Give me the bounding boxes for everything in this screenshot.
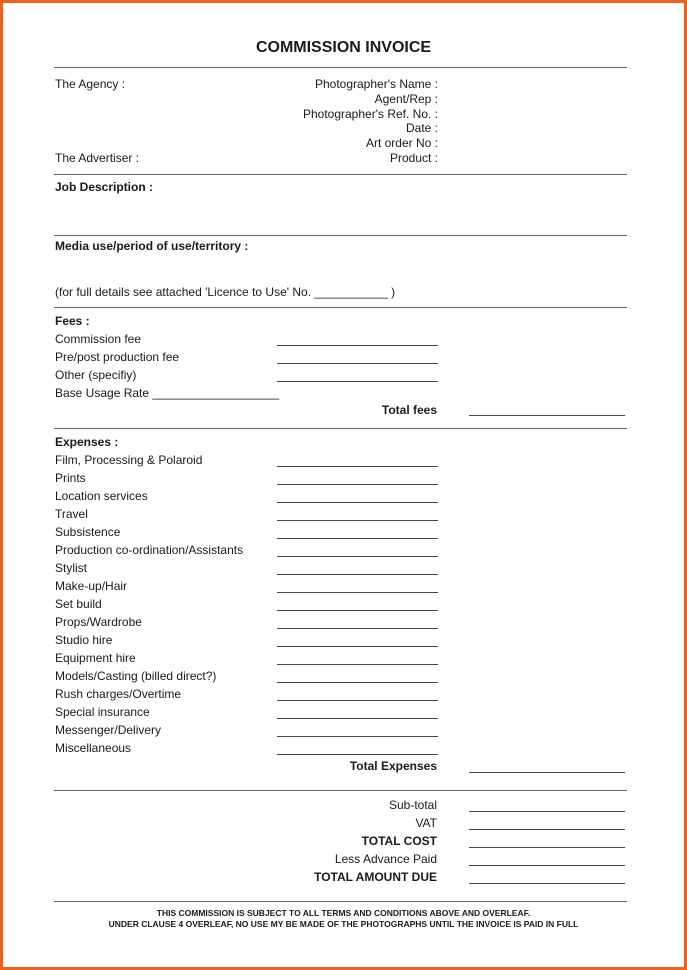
totals-field[interactable] — [469, 811, 625, 812]
expense-item-field[interactable] — [277, 592, 438, 593]
expense-item-field[interactable] — [277, 646, 438, 647]
expense-item-label: Props/Wardrobe — [55, 615, 142, 629]
divider — [54, 901, 627, 902]
header-field-label: Agent/Rep : — [374, 91, 438, 106]
expense-item-field[interactable] — [277, 664, 438, 665]
divider — [54, 790, 627, 791]
header-field-label: Photographer's Name : — [314, 77, 438, 91]
expenses-heading: Expenses : — [55, 435, 119, 449]
licence-note: (for full details see attached 'Licence to Use' No. ___________ ) — [55, 285, 396, 299]
expense-item-label: Set build — [55, 597, 102, 611]
totals-label: TOTAL AMOUNT DUE — [314, 870, 437, 884]
expense-item-label: Studio hire — [55, 633, 113, 647]
footer-clause: UNDER CLAUSE 4 OVERLEAF, NO USE MY BE MADE OF THE PHOTOGRAPHS UNTIL THE INVOICE IS PAID IN FULL — [108, 919, 579, 929]
expense-item-label: Stylist — [55, 561, 88, 575]
expense-item-field[interactable] — [277, 502, 438, 503]
job-description-heading: Job Description : — [55, 180, 154, 194]
expense-item-field[interactable] — [277, 736, 438, 737]
divider — [54, 174, 627, 175]
expense-item-label: Travel — [55, 507, 88, 521]
expense-item-label: Models/Casting (billed direct?) — [55, 669, 217, 683]
totals-label: Sub-total — [388, 798, 437, 812]
fee-item-field[interactable] — [277, 363, 438, 364]
expense-item-field[interactable] — [277, 754, 438, 755]
fee-item-label: Commission fee — [55, 332, 142, 346]
header-field-label: Product : — [389, 151, 438, 165]
base-usage-rate: Base Usage Rate ___________________ — [55, 386, 280, 400]
expense-item-field[interactable] — [277, 484, 438, 485]
total-expenses-field[interactable] — [469, 772, 625, 773]
expense-item-label: Miscellaneous — [55, 741, 132, 755]
expense-item-field[interactable] — [277, 718, 438, 719]
total-fees-label: Total fees — [381, 403, 437, 417]
expense-item-label: Location services — [55, 489, 148, 503]
totals-label: TOTAL COST — [361, 834, 437, 848]
agency-label: The Agency : — [55, 77, 126, 91]
expense-item-label: Prints — [55, 471, 86, 485]
totals-field[interactable] — [469, 865, 625, 866]
footer-terms: THIS COMMISSION IS SUBJECT TO ALL TERMS AND CONDITIONS ABOVE AND OVERLEAF. — [156, 908, 531, 918]
fee-item-field[interactable] — [277, 381, 438, 382]
fees-heading: Fees : — [55, 314, 90, 328]
expense-item-label: Subsistence — [55, 525, 121, 539]
expense-item-field[interactable] — [277, 610, 438, 611]
fee-item-label: Other (specifiy) — [55, 368, 137, 382]
expense-item-label: Rush charges/Overtime — [55, 687, 182, 701]
expense-item-field[interactable] — [277, 700, 438, 701]
expense-item-field[interactable] — [277, 538, 438, 539]
divider — [54, 307, 627, 308]
total-expenses-label: Total Expenses — [349, 759, 437, 773]
expense-item-label: Messenger/Delivery — [55, 723, 162, 737]
expense-item-label: Make-up/Hair — [55, 579, 128, 593]
divider — [54, 67, 627, 68]
expense-item-label: Film, Processing & Polaroid — [55, 453, 203, 467]
expense-item-label: Special insurance — [55, 705, 150, 719]
divider — [54, 235, 627, 236]
expense-item-field[interactable] — [277, 628, 438, 629]
totals-field[interactable] — [469, 847, 625, 848]
totals-field[interactable] — [469, 829, 625, 830]
totals-label: Less Advance Paid — [334, 852, 437, 866]
fee-item-label: Pre/post production fee — [55, 350, 180, 364]
expense-item-field[interactable] — [277, 682, 438, 683]
totals-label: VAT — [415, 816, 437, 830]
media-heading: Media use/period of use/territory : — [55, 239, 249, 253]
expense-item-field[interactable] — [277, 520, 438, 521]
page-title: COMMISSION INVOICE — [255, 39, 432, 56]
expense-item-field[interactable] — [277, 574, 438, 575]
expense-item-field[interactable] — [277, 556, 438, 557]
divider — [54, 428, 627, 429]
fee-item-field[interactable] — [277, 345, 438, 346]
header-field-label: Art order No : — [365, 136, 438, 151]
totals-field[interactable] — [469, 883, 625, 884]
expense-item-label: Production co-ordination/Assistants — [55, 543, 244, 557]
expense-item-field[interactable] — [277, 466, 438, 467]
header-field-label: Date : — [405, 121, 438, 136]
advertiser-label: The Advertiser : — [55, 151, 140, 165]
header-field-label: Photographer's Ref. No. : — [302, 106, 438, 121]
expense-item-label: Equipment hire — [55, 651, 136, 665]
total-fees-field[interactable] — [469, 415, 625, 416]
